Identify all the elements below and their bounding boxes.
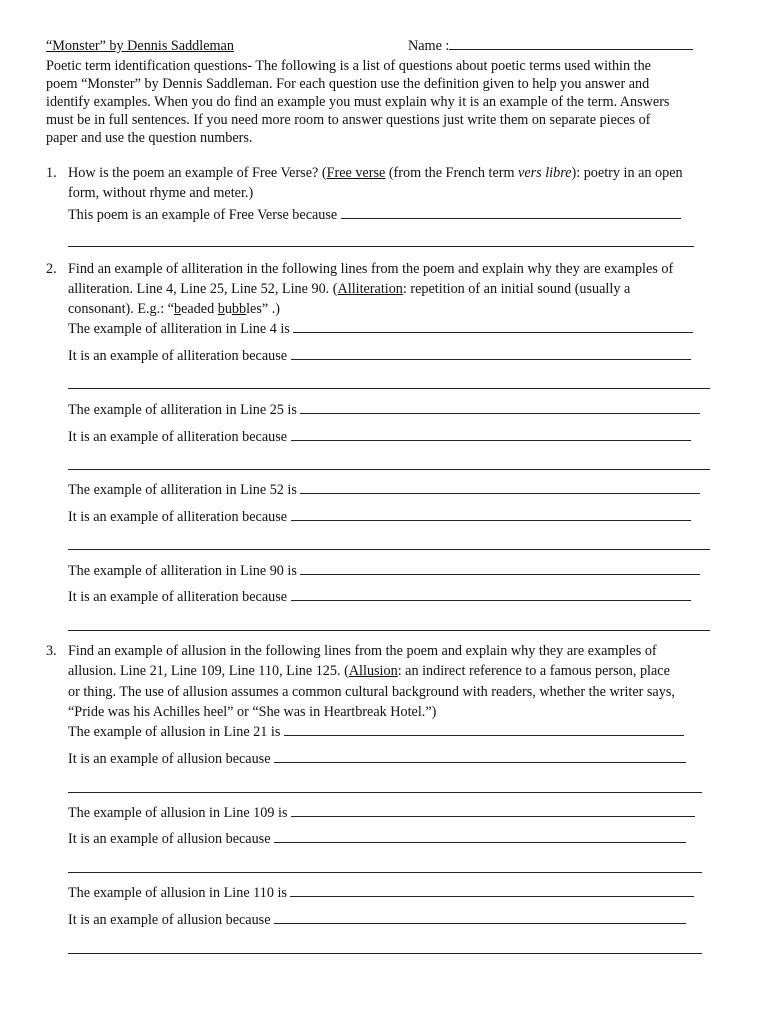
q3-item-line-110[interactable]: The example of allusion in Line 110 is [68,884,694,902]
q3-because-line-110[interactable]: It is an example of allusion because [68,911,686,929]
q2-number: 2. [46,261,57,277]
worksheet-title: “Monster” by Dennis Saddleman [46,38,234,54]
name-label: Name : [408,38,450,54]
q3-answer-line-21-extra[interactable] [68,792,702,793]
q2-item-line-90-blank[interactable] [300,562,700,575]
q2-because-line-52[interactable]: It is an example of alliteration because [68,508,691,526]
q3-because-line-109-blank[interactable] [274,830,686,843]
q1-term: Free verse [326,165,386,181]
q2-answer-line-25-extra[interactable] [68,469,710,470]
intro-line-5: paper and use the question numbers. [46,130,253,146]
q2-item-line-52[interactable]: The example of alliteration in Line 52 is [68,481,700,499]
q2-because-line-25-blank[interactable] [291,428,691,441]
q2-line-3: consonant). E.g.: “beaded bubbles” .) [68,301,280,317]
q3-because-line-109[interactable]: It is an example of allusion because [68,830,686,848]
q1-number: 1. [46,165,57,181]
q2-line-1: Find an example of alliteration in the following lines from the poem and explain why they are examples of [68,261,674,277]
q2-because-line-90-blank[interactable] [291,588,691,601]
q3-item-line-109[interactable]: The example of allusion in Line 109 is [68,804,695,822]
intro-line-1: Poetic term identification questions- The following is a list of questions about poetic terms used within the [46,58,651,74]
q3-item-line-110-blank[interactable] [290,884,694,897]
q2-item-line-4[interactable]: The example of alliteration in Line 4 is [68,320,693,338]
q2-because-line-25[interactable]: It is an example of alliteration because [68,428,691,446]
intro-line-3: identify examples. When you do find an example you must explain why it is an example of the term. Answers [46,94,670,110]
q2-answer-line-90-extra[interactable] [68,630,710,631]
name-field[interactable] [408,37,693,55]
intro-line-4: must be in full sentences. If you need more room to answer questions just write them on separate pieces of [46,112,651,128]
q3-line-3: or thing. The use of allusion assumes a common cultural background with readers, whether the writer says, [68,684,675,700]
q3-number: 3. [46,643,57,659]
q2-answer-line-52-extra[interactable] [68,549,710,550]
q2-answer-line-4-extra[interactable] [68,388,710,389]
q2-item-line-52-blank[interactable] [300,481,700,494]
q2-item-line-90[interactable]: The example of alliteration in Line 90 is [68,562,700,580]
q3-item-line-109-blank[interactable] [291,804,695,817]
q3-line-2: allusion. Line 21, Line 109, Line 110, Line 125. (Allusion: an indirect reference to a famous person, place [68,663,670,679]
q2-because-line-52-blank[interactable] [291,508,691,521]
q2-term: Alliteration [337,281,403,297]
q1-answer-line-2[interactable] [68,246,694,247]
q3-because-line-21-blank[interactable] [274,750,686,763]
q3-item-line-21-blank[interactable] [284,723,684,736]
q2-item-line-25-blank[interactable] [300,401,700,414]
q2-because-line-4-blank[interactable] [291,347,691,360]
q3-answer-line-110-extra[interactable] [68,953,702,954]
q3-term: Allusion [348,663,398,679]
q2-item-line-25[interactable]: The example of alliteration in Line 25 is [68,401,700,419]
q3-item-line-21[interactable]: The example of allusion in Line 21 is [68,723,684,741]
q3-answer-line-109-extra[interactable] [68,872,702,873]
q3-line-4: “Pride was his Achilles heel” or “She was in Heartbreak Hotel.”) [68,704,437,720]
q1-line-2: form, without rhyme and meter.) [68,185,254,201]
q2-because-line-4[interactable]: It is an example of alliteration because [68,347,691,365]
q1-answer-row[interactable] [68,206,681,224]
intro-line-2: poem “Monster” by Dennis Saddleman. For each question use the definition given to help you answer and [46,76,650,92]
q3-line-1: Find an example of allusion in the following lines from the poem and explain why they are examples of [68,643,657,659]
q2-item-line-4-blank[interactable] [293,320,693,333]
q1-prompt: This poem is an example of Free Verse because [68,207,338,223]
q2-because-line-90[interactable]: It is an example of alliteration because [68,588,691,606]
q1-answer-blank[interactable] [341,206,681,219]
name-blank[interactable] [449,37,693,50]
q1-line-1: How is the poem an example of Free Verse? (Free verse (from the French term vers libre): poetry in an open [68,165,683,181]
q3-because-line-110-blank[interactable] [274,911,686,924]
q3-because-line-21[interactable]: It is an example of allusion because [68,750,686,768]
q2-line-2: alliteration. Line 4, Line 25, Line 52, Line 90. (Alliteration: repetition of an initial sound (usually a [68,281,631,297]
